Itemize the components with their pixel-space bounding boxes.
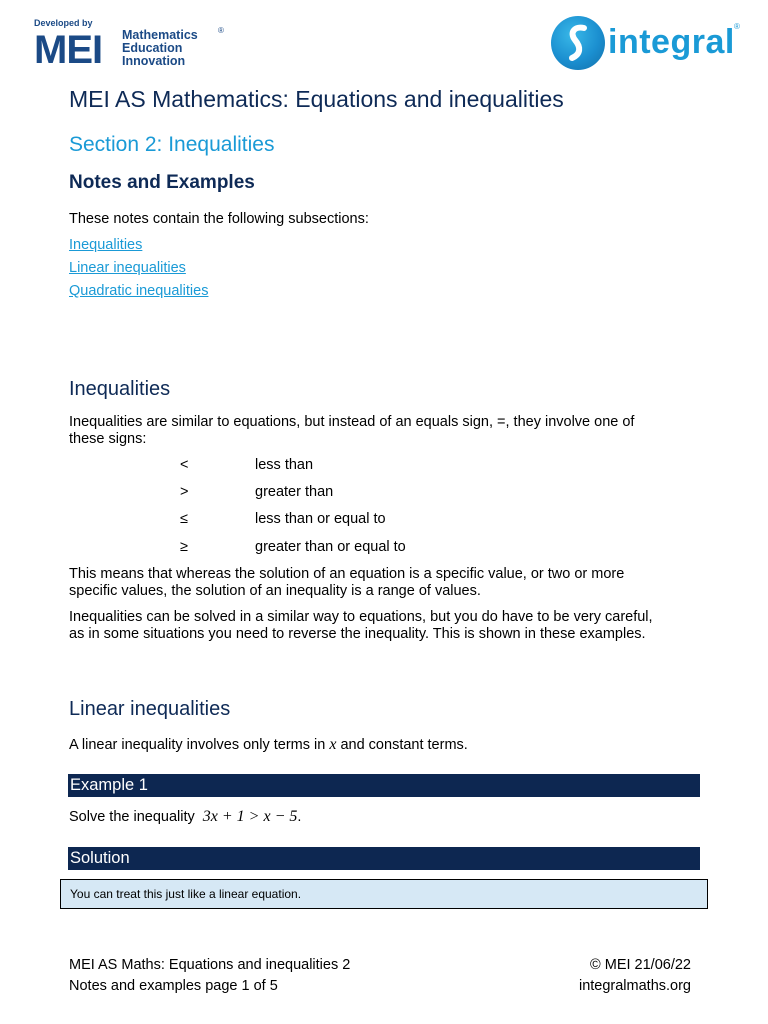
sign-symbol: <	[180, 457, 189, 473]
sign-meaning: greater than	[255, 484, 334, 500]
mei-logo-words	[122, 29, 198, 68]
sign-symbol: >	[180, 484, 189, 500]
solution-bar	[68, 847, 700, 870]
footer-right	[579, 955, 691, 997]
sign-symbol: ≤	[180, 511, 188, 527]
mei-registered-mark: ®	[218, 26, 224, 35]
footer-page-number: Notes and examples page 1 of 5	[69, 978, 278, 994]
solution-label: Solution	[70, 849, 130, 867]
integral-registered-mark: ®	[734, 22, 740, 31]
paragraph-line: as in some situations you need to reverse the inequality. This is shown in these examples.	[69, 626, 646, 642]
sign-meaning: less than or equal to	[255, 511, 386, 527]
inequalities-paragraph-3	[69, 609, 653, 643]
example-1-label: Example 1	[70, 776, 148, 794]
mei-logo	[34, 18, 234, 74]
example-question-end: .	[297, 809, 302, 825]
link-inequalities[interactable]: Inequalities	[69, 237, 143, 253]
inequalities-paragraph-1	[69, 414, 634, 448]
mei-logo-line3: Innovation	[122, 54, 186, 68]
subsections-intro: These notes contain the following subsections:	[69, 211, 369, 227]
sign-meaning: less than	[255, 457, 314, 473]
example-inequality: 3x + 1 > x − 5	[202, 808, 298, 825]
mei-logo-mark: MEI	[34, 28, 103, 72]
linear-intro-text: and constant terms.	[336, 737, 468, 753]
mei-logo-line1: Mathematics	[122, 28, 198, 42]
footer-document-name: MEI AS Maths: Equations and inequalities 2	[69, 957, 351, 973]
example-1-bar	[68, 774, 700, 797]
developed-by-label: Developed by	[34, 18, 93, 28]
linear-intro-text: A linear inequality involves only terms in	[69, 737, 330, 753]
sign-symbol: ≥	[180, 539, 188, 555]
section-title: Section 2: Inequalities	[69, 133, 275, 156]
solution-note-box	[60, 879, 708, 909]
mei-logo-line2: Education	[122, 41, 183, 55]
sign-meaning: greater than or equal to	[255, 539, 406, 555]
notes-heading: Notes and Examples	[69, 172, 255, 193]
linear-inequalities-heading: Linear inequalities	[69, 698, 231, 720]
linear-intro	[69, 736, 468, 754]
example-question-text: Solve the inequality	[69, 809, 199, 825]
solution-note: You can treat this just like a linear equation.	[70, 887, 302, 901]
document-title: MEI AS Mathematics: Equations and inequalities	[69, 86, 564, 112]
paragraph-line: specific values, the solution of an inequality is a range of values.	[69, 583, 481, 599]
paragraph-line: these signs:	[69, 431, 147, 447]
inequalities-heading: Inequalities	[69, 378, 171, 400]
variable-x: x	[329, 736, 337, 753]
footer-copyright: © MEI 21/06/22	[590, 957, 691, 973]
integral-logo	[548, 14, 743, 74]
link-quadratic-inequalities[interactable]: Quadratic inequalities	[69, 283, 209, 299]
inequalities-paragraph-2	[69, 566, 624, 600]
example-1-question	[69, 808, 301, 826]
integral-logo-text: integral	[608, 23, 735, 61]
integral-logo-icon	[551, 16, 605, 70]
footer-left	[69, 955, 350, 997]
paragraph-line: This means that whereas the solution of an equation is a specific value, or two or more	[69, 566, 625, 582]
paragraph-line: Inequalities are similar to equations, but instead of an equals sign, =, they involve one of	[69, 414, 635, 430]
link-linear-inequalities[interactable]: Linear inequalities	[69, 260, 186, 276]
paragraph-line: Inequalities can be solved in a similar way to equations, but you do have to be very careful,	[69, 609, 653, 625]
footer-website: integralmaths.org	[578, 978, 691, 994]
